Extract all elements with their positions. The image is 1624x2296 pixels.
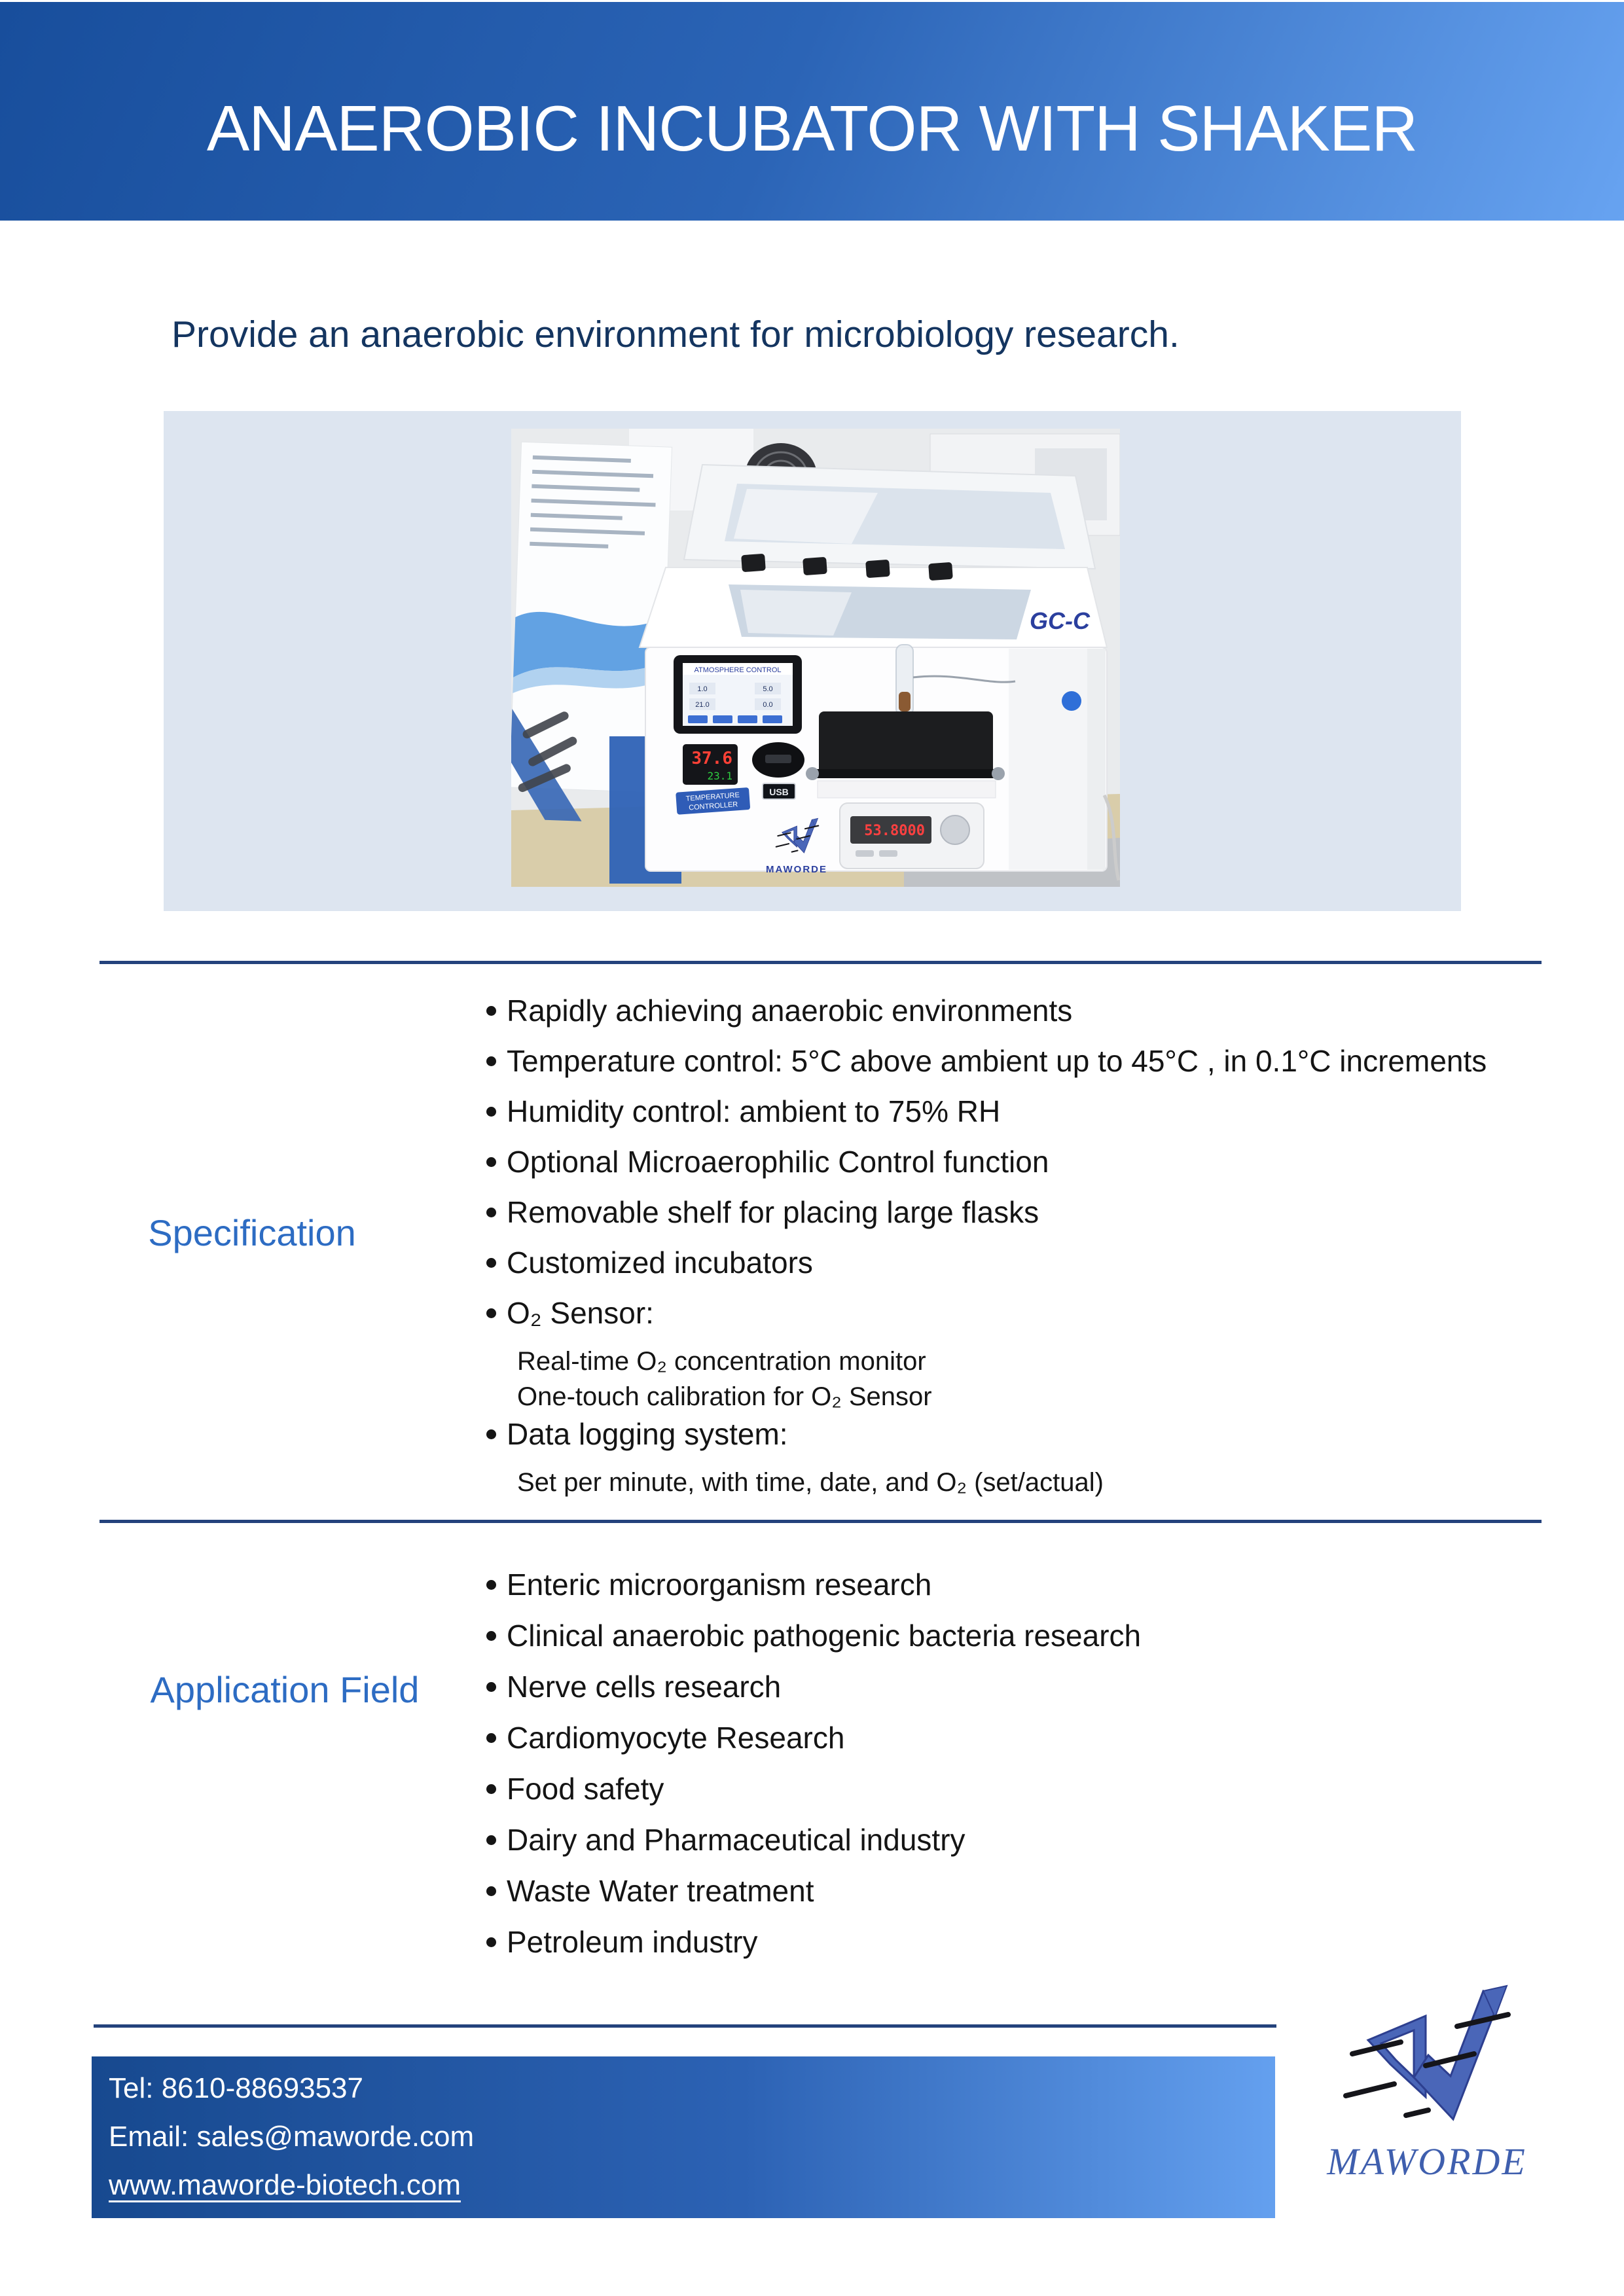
section-label-specification: Specification [148,1212,356,1253]
list-item-text: Temperature control: 5°C above ambient up to 45°C , in 0.1°C increments [507,1044,1487,1078]
list-item [486,1419,1560,1449]
list-item [486,1825,1560,1855]
controller-sub-value: 23.1 [707,770,732,782]
divider [94,2024,1276,2028]
bullet-icon [486,1784,496,1794]
section-label-application-field: Application Field [150,1669,420,1710]
application-field-list [486,1570,1560,1978]
list-item-text: Nerve cells research [507,1670,782,1704]
list-item [486,1621,1560,1651]
divider [99,961,1542,964]
list-item [486,1774,1560,1804]
screen-value-2: 5.0 [763,685,773,693]
bullet-icon [486,1056,496,1066]
list-item [486,1876,1560,1906]
subtitle: Provide an anaerobic environment for microbiology research. [171,314,1180,355]
product-photo-illustration [511,429,1120,887]
scale-display: 53.8000 [864,823,925,839]
bullet-icon [486,1429,496,1439]
bullet-icon [486,1580,496,1590]
bullet-icon [486,1733,496,1743]
footer-contact-box [92,2056,1275,2218]
bullet-icon [486,1107,496,1117]
screen-title: ATMOSPHERE CONTROL [694,666,782,674]
list-item [517,1469,1560,1496]
controller-temp-value: 37.6 [691,749,732,768]
bullet-icon [486,1937,496,1947]
usb-label: USB [769,787,789,797]
bullet-icon [486,1208,496,1217]
list-item-text: Humidity control: ambient to 75% RH [507,1094,1001,1128]
photo-background-panel [164,411,1461,911]
list-item-text: Real-time O₂ concentration monitor [517,1347,926,1376]
list-item [486,1147,1560,1177]
list-item-text: Enteric microorganism research [507,1568,932,1602]
touchscreen[interactable] [674,655,802,734]
footer-tel: Tel: 8610-88693537 [109,2072,363,2104]
list-item [486,1197,1560,1227]
list-item [486,1570,1560,1600]
screen-value-4: 0.0 [763,701,773,709]
list-item-text: Waste Water treatment [507,1874,814,1908]
digital-scale [840,803,984,869]
controller-label-2: CONTROLLER [688,800,738,812]
bullet-icon [486,1631,496,1641]
list-item-text: Data logging system: [507,1417,788,1451]
list-item-text: Cardiomyocyte Research [507,1721,845,1755]
header-banner [0,2,1624,221]
footer-website-link[interactable]: www.maworde-biotech.com [109,2169,461,2201]
list-item-text: Set per minute, with time, date, and O₂ (set/actual) [517,1468,1104,1497]
list-item [486,1672,1560,1702]
incubator-machine [640,465,1119,880]
list-item-text: Dairy and Pharmaceutical industry [507,1823,965,1857]
screen-value-1: 1.0 [697,685,708,693]
list-item [486,1298,1560,1328]
list-item-text: Food safety [507,1772,664,1806]
list-item [486,1247,1560,1278]
list-item [486,1927,1560,1957]
specification-list [486,996,1560,1505]
bullet-icon [486,1835,496,1845]
screen-value-3: 21.0 [695,701,710,709]
bullet-icon [486,1006,496,1016]
product-photo [511,429,1120,887]
list-item [486,1096,1560,1126]
list-item [486,1723,1560,1753]
list-item-text: Removable shelf for placing large flasks [507,1195,1039,1229]
list-item [517,1348,1560,1374]
bullet-icon [486,1258,496,1268]
list-item [486,996,1560,1026]
front-brand-text: MAWORDE [766,864,827,875]
list-item [486,1046,1560,1076]
bullet-icon [486,1886,496,1896]
list-item-text: O₂ Sensor: [507,1296,654,1330]
model-label: GC-C [1030,607,1090,634]
divider [99,1520,1542,1523]
page-title: ANAEROBIC INCUBATOR WITH SHAKER [206,92,1418,164]
list-item-text: Customized incubators [507,1246,813,1280]
list-item-text: Petroleum industry [507,1925,758,1959]
valve-knob[interactable] [1062,691,1081,711]
footer-email: Email: sales@maworde.com [109,2121,475,2153]
brand-logo-block [1299,1978,1555,2183]
list-item-text: Rapidly achieving anaerobic environments [507,994,1073,1028]
brand-name: MAWORDE [1327,2140,1527,2183]
bullet-icon [486,1308,496,1318]
maworde-logo-icon [1329,1978,1525,2135]
list-item [517,1384,1560,1410]
bullet-icon [486,1157,496,1167]
list-item-text: Optional Microaerophilic Control function [507,1145,1049,1179]
list-item-text: One-touch calibration for O₂ Sensor [517,1382,932,1411]
bullet-icon [486,1682,496,1692]
controller-label-1: TEMPERATURE [685,791,740,803]
list-item-text: Clinical anaerobic pathogenic bacteria research [507,1619,1142,1653]
